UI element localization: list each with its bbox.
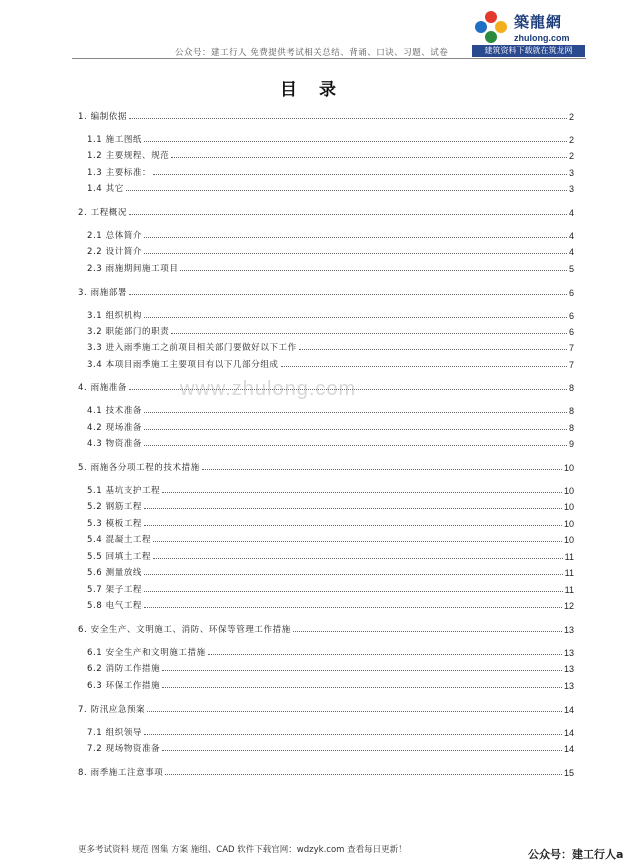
toc-entry[interactable] xyxy=(87,660,574,674)
dot-leader xyxy=(129,388,567,390)
dot-leader xyxy=(126,189,567,191)
toc-entry-label: 8. 雨季施工注意事项 xyxy=(78,768,164,778)
toc-entry-label: 5.5 回填土工程 xyxy=(87,552,152,562)
toc-entry-page: 9 xyxy=(568,439,574,449)
dot-leader xyxy=(129,213,567,215)
toc-entry[interactable] xyxy=(87,323,574,337)
toc-entry-label: 2. 工程概况 xyxy=(78,208,128,218)
toc-entry[interactable] xyxy=(78,284,574,298)
toc-entry[interactable] xyxy=(78,459,574,473)
toc-entry-label: 5.6 测量放线 xyxy=(87,568,143,578)
toc-entry[interactable] xyxy=(87,243,574,257)
toc-entry[interactable] xyxy=(78,379,574,393)
toc-entry[interactable] xyxy=(78,204,574,218)
toc-entry-label: 3.2 职能部门的职责 xyxy=(87,327,170,337)
toc-entry-label: 7.2 现场物资准备 xyxy=(87,744,161,754)
toc-entry-label: 5.3 模板工程 xyxy=(87,519,143,529)
toc-entry-page: 10 xyxy=(563,519,574,529)
toc-entry-page: 2 xyxy=(568,151,574,161)
dot-leader xyxy=(144,524,562,526)
toc-entry-page: 11 xyxy=(564,585,574,595)
toc-entry-label: 6.2 消防工作措施 xyxy=(87,664,161,674)
toc-entry[interactable] xyxy=(87,482,574,496)
toc-entry-label: 6.3 环保工作措施 xyxy=(87,681,161,691)
toc-entry-label: 3.4 本项目雨季施工主要项目有以下几部分组成 xyxy=(87,360,279,370)
toc-entry-page: 2 xyxy=(568,135,574,145)
toc-entry[interactable] xyxy=(87,740,574,754)
toc-entry[interactable] xyxy=(87,419,574,433)
toc-entry[interactable] xyxy=(87,339,574,353)
toc-entry-page: 6 xyxy=(568,311,574,321)
dot-leader xyxy=(144,606,562,608)
toc-entry-page: 11 xyxy=(564,552,574,562)
toc-entry-label: 5.1 基坑支护工程 xyxy=(87,486,161,496)
dot-leader xyxy=(171,332,567,334)
toc-entry[interactable] xyxy=(87,147,574,161)
toc-entry-label: 4.3 物资准备 xyxy=(87,439,143,449)
toc-entry[interactable] xyxy=(87,498,574,512)
header-slogan: 公众号：建工行人 免费提供考试相关总结、背诵、口诀、习题、试卷 xyxy=(175,48,449,58)
toc-entry[interactable] xyxy=(87,581,574,595)
toc-entry-page: 13 xyxy=(563,681,574,691)
dot-leader xyxy=(144,573,563,575)
dot-leader xyxy=(162,669,562,671)
toc-entry-page: 14 xyxy=(563,744,574,754)
toc-entry-label: 3.1 组织机构 xyxy=(87,311,143,321)
toc-entry-page: 14 xyxy=(563,705,574,715)
toc-entry-page: 11 xyxy=(564,568,574,578)
toc-entry[interactable] xyxy=(87,564,574,578)
toc-entry[interactable] xyxy=(87,597,574,611)
toc-entry[interactable] xyxy=(87,260,574,274)
toc-entry-page: 7 xyxy=(568,360,574,370)
toc-entry-label: 1.1 施工图纸 xyxy=(87,135,143,145)
dot-leader xyxy=(144,411,567,413)
dot-leader xyxy=(129,293,567,295)
toc-entry[interactable] xyxy=(78,764,574,778)
toc-entry-label: 1.2 主要规程、规范 xyxy=(87,151,170,161)
dot-leader xyxy=(144,316,567,318)
dot-leader xyxy=(144,733,562,735)
toc-entry[interactable] xyxy=(87,644,574,658)
toc-entry-page: 8 xyxy=(568,423,574,433)
dot-leader xyxy=(144,507,562,509)
toc-entry-label: 1.3 主要标准： xyxy=(87,168,152,178)
toc-entry-label: 4.2 现场准备 xyxy=(87,423,143,433)
toc-entry-page: 12 xyxy=(563,601,574,611)
logo-url: zhulong.com xyxy=(514,33,570,43)
dot-leader xyxy=(144,236,567,238)
toc-entry-label: 5.8 电气工程 xyxy=(87,601,143,611)
toc-entry[interactable] xyxy=(87,164,574,178)
toc-entry[interactable] xyxy=(78,621,574,635)
toc-entry-page: 10 xyxy=(563,502,574,512)
toc-entry-page: 6 xyxy=(568,327,574,337)
toc-entry[interactable] xyxy=(87,180,574,194)
dot-leader xyxy=(293,630,562,632)
toc-entry-page: 10 xyxy=(563,463,574,473)
toc-entry[interactable] xyxy=(87,531,574,545)
toc-entry-label: 5.4 混凝土工程 xyxy=(87,535,152,545)
dot-leader xyxy=(281,365,567,367)
dot-leader xyxy=(144,428,567,430)
toc-entry-page: 8 xyxy=(568,383,574,393)
toc-entry[interactable] xyxy=(78,701,574,715)
dot-leader xyxy=(162,491,562,493)
footer-brand: 公众号：建工行人a xyxy=(528,848,624,861)
toc-entry-page: 10 xyxy=(563,535,574,545)
toc-entry-page: 15 xyxy=(563,768,574,778)
footer-text: 更多考试资料 规范 图集 方案 施组、CAD 软件下载官网：wdzyk.com 查看每日更新！ xyxy=(78,845,407,855)
dot-leader xyxy=(162,686,562,688)
dot-leader xyxy=(147,710,562,712)
toc-entry-label: 3. 雨施部署 xyxy=(78,288,128,298)
toc-entry[interactable] xyxy=(87,307,574,321)
logo-name: 築龍網 xyxy=(514,13,563,31)
dot-leader xyxy=(171,156,567,158)
dot-leader xyxy=(129,117,567,119)
toc-entry-label: 6. 安全生产、文明施工、消防、环保等管理工作措施 xyxy=(78,625,291,635)
dot-leader xyxy=(153,557,563,559)
toc-entry-page: 10 xyxy=(563,486,574,496)
toc-entry-page: 2 xyxy=(568,112,574,122)
dot-leader xyxy=(180,269,567,271)
toc-entry-page: 13 xyxy=(563,625,574,635)
toc-entry[interactable] xyxy=(87,356,574,370)
toc-entry-label: 7.1 组织领导 xyxy=(87,728,143,738)
toc-entry-page: 7 xyxy=(568,343,574,353)
toc-entry-page: 13 xyxy=(563,664,574,674)
toc-entry-page: 5 xyxy=(568,264,574,274)
toc-title: 目录 xyxy=(280,80,358,100)
dot-leader xyxy=(153,173,567,175)
dot-leader xyxy=(162,749,562,751)
toc-entry-label: 5.7 架子工程 xyxy=(87,585,143,595)
toc-entry-label: 2.3 雨施期间施工项目 xyxy=(87,264,179,274)
toc-entry[interactable] xyxy=(87,131,574,145)
toc-entry-label: 3.3 进入雨季施工之前项目相关部门要做好以下工作 xyxy=(87,343,297,353)
dot-leader xyxy=(153,540,562,542)
watermark: www.zhulong.com xyxy=(180,378,357,400)
toc-entry[interactable] xyxy=(87,724,574,738)
toc-entry-label: 4. 雨施准备 xyxy=(78,383,128,393)
toc-entry-label: 6.1 安全生产和文明施工措施 xyxy=(87,648,206,658)
dot-leader xyxy=(144,444,567,446)
dot-leader xyxy=(208,653,562,655)
dot-leader xyxy=(165,773,562,775)
toc-entry[interactable] xyxy=(87,435,574,449)
toc-entry-label: 7. 防汛应急预案 xyxy=(78,705,146,715)
toc-entry[interactable] xyxy=(87,402,574,416)
toc-entry[interactable] xyxy=(87,548,574,562)
dot-leader xyxy=(144,252,567,254)
toc-entry-page: 14 xyxy=(563,728,574,738)
toc-entry[interactable] xyxy=(87,227,574,241)
toc-entry-page: 4 xyxy=(568,208,574,218)
toc-entry-page: 4 xyxy=(568,231,574,241)
toc-entry[interactable] xyxy=(87,515,574,529)
dot-leader xyxy=(144,140,567,142)
toc-entry[interactable] xyxy=(78,108,574,122)
toc-entry-page: 13 xyxy=(563,648,574,658)
header-banner: 建筑资料下载就在筑龙网 xyxy=(472,45,585,57)
toc-entry-label: 4.1 技术准备 xyxy=(87,406,143,416)
toc-entry-page: 3 xyxy=(568,168,574,178)
toc-entry-label: 1. 编制依据 xyxy=(78,112,128,122)
toc-entry-label: 2.2 设计简介 xyxy=(87,247,143,257)
toc-entry-page: 8 xyxy=(568,406,574,416)
toc-entry[interactable] xyxy=(87,677,574,691)
toc-entry-page: 4 xyxy=(568,247,574,257)
dot-leader xyxy=(299,348,567,350)
toc-entry-label: 5.2 钢筋工程 xyxy=(87,502,143,512)
dot-leader xyxy=(202,468,562,470)
toc-entry-page: 6 xyxy=(568,288,574,298)
toc-entry-label: 1.4 其它 xyxy=(87,184,124,194)
toc-entry-page: 3 xyxy=(568,184,574,194)
toc-entry-label: 2.1 总体简介 xyxy=(87,231,143,241)
dot-leader xyxy=(144,590,563,592)
toc-entry-label: 5. 雨施各分项工程的技术措施 xyxy=(78,463,200,473)
